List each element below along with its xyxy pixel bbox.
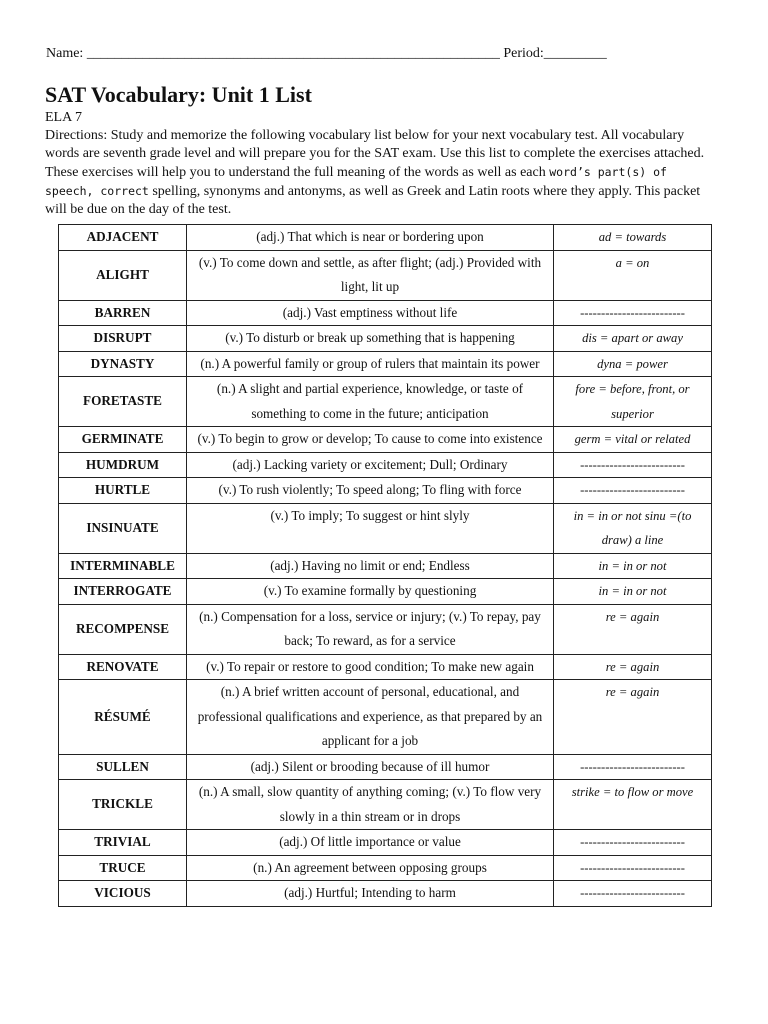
table-row: [59, 855, 712, 881]
table-row: [59, 604, 712, 654]
table-row: [59, 680, 712, 755]
vocab-word: ALIGHT: [59, 250, 187, 300]
vocab-definition: (n.) An agreement between opposing groups: [187, 855, 554, 881]
vocab-definition: (v.) To begin to grow or develop; To cause to come into existence: [187, 427, 554, 453]
table-row: [59, 579, 712, 605]
vocab-definition: (adj.) That which is near or bordering upon: [187, 225, 554, 251]
table-row: [59, 754, 712, 780]
table-row: [59, 654, 712, 680]
vocab-definition: (v.) To imply; To suggest or hint slyly: [187, 503, 554, 553]
vocabulary-table-body: [59, 225, 712, 907]
grade-label: ELA 7: [45, 110, 82, 125]
vocab-word: SULLEN: [59, 754, 187, 780]
vocab-root: re = again: [554, 654, 712, 680]
vocabulary-table: [58, 224, 712, 907]
directions-mono-segment: word’s part(s) of speech, correct: [45, 165, 667, 198]
vocab-word: RÉSUMÉ: [59, 680, 187, 755]
vocab-word: HUMDRUM: [59, 452, 187, 478]
vocab-definition: (adj.) Of little importance or value: [187, 830, 554, 856]
vocab-root: re = again: [554, 604, 712, 654]
vocab-root: -------------------------: [554, 881, 712, 907]
vocab-word: FORETASTE: [59, 377, 187, 427]
vocab-root: -------------------------: [554, 300, 712, 326]
vocab-root: in = in or not: [554, 553, 712, 579]
vocab-root: strike = to flow or move: [554, 780, 712, 830]
vocab-word: INTERROGATE: [59, 579, 187, 605]
vocab-root: ad = towards: [554, 225, 712, 251]
table-row: [59, 250, 712, 300]
vocab-word: DYNASTY: [59, 351, 187, 377]
vocab-word: TRICKLE: [59, 780, 187, 830]
table-row: [59, 452, 712, 478]
vocab-definition: (adj.) Hurtful; Intending to harm: [187, 881, 554, 907]
vocab-word: TRUCE: [59, 855, 187, 881]
vocab-word: TRIVIAL: [59, 830, 187, 856]
table-row: [59, 427, 712, 453]
table-row: [59, 326, 712, 352]
vocab-root: dyna = power: [554, 351, 712, 377]
vocab-definition: (n.) Compensation for a loss, service or injury; (v.) To repay, pay back; To reward, as for a service: [187, 604, 554, 654]
vocab-word: GERMINATE: [59, 427, 187, 453]
vocab-root: -------------------------: [554, 452, 712, 478]
name-period-line: Name: ___________________________________________________________ Period:_________: [46, 46, 607, 61]
vocab-word: RECOMPENSE: [59, 604, 187, 654]
vocab-root: a = on: [554, 250, 712, 300]
vocab-root: re = again: [554, 680, 712, 755]
table-row: [59, 780, 712, 830]
table-row: [59, 478, 712, 504]
vocab-definition: (v.) To rush violently; To speed along; To fling with force: [187, 478, 554, 504]
vocab-root: -------------------------: [554, 830, 712, 856]
directions-part-2: spelling, synonyms and antonyms, as well as Greek and Latin roots where they apply. This packet will be due on the day of the test.: [45, 184, 701, 217]
table-row: [59, 881, 712, 907]
table-row: [59, 830, 712, 856]
vocab-word: BARREN: [59, 300, 187, 326]
vocab-definition: (n.) A powerful family or group of rulers that maintain its power: [187, 351, 554, 377]
vocab-definition: (adj.) Vast emptiness without life: [187, 300, 554, 326]
vocab-word: HURTLE: [59, 478, 187, 504]
vocab-root: dis = apart or away: [554, 326, 712, 352]
vocab-definition: (v.) To examine formally by questioning: [187, 579, 554, 605]
vocab-definition: (n.) A brief written account of personal, educational, and professional qualifications and experience, as that prepared by an applicant for a job: [187, 680, 554, 755]
vocab-root: -------------------------: [554, 754, 712, 780]
page-title: SAT Vocabulary: Unit 1 List: [45, 82, 312, 107]
vocab-word: VICIOUS: [59, 881, 187, 907]
directions-part-1: Directions: Study and memorize the following vocabulary list below for your next vocabulary test. All vocabulary words are seventh grade level and will prepare you for the SAT exam. Use this list to complete the exercises attached. These exercises will help you to understand the full meaning of the words as well as each: [45, 128, 705, 180]
vocab-word: ADJACENT: [59, 225, 187, 251]
table-row: [59, 225, 712, 251]
table-row: [59, 553, 712, 579]
table-row: [59, 377, 712, 427]
table-row: [59, 351, 712, 377]
vocab-definition: (v.) To come down and settle, as after flight; (adj.) Provided with light, lit up: [187, 250, 554, 300]
vocab-definition: (adj.) Having no limit or end; Endless: [187, 553, 554, 579]
vocab-word: INSINUATE: [59, 503, 187, 553]
directions-text: [45, 127, 717, 219]
vocab-root: germ = vital or related: [554, 427, 712, 453]
vocab-definition: (v.) To disturb or break up something that is happening: [187, 326, 554, 352]
vocab-definition: (n.) A slight and partial experience, knowledge, or taste of something to come in the future; anticipation: [187, 377, 554, 427]
vocab-word: INTERMINABLE: [59, 553, 187, 579]
vocab-word: DISRUPT: [59, 326, 187, 352]
vocab-definition: (adj.) Lacking variety or excitement; Dull; Ordinary: [187, 452, 554, 478]
vocab-definition: (adj.) Silent or brooding because of ill humor: [187, 754, 554, 780]
vocab-root: in = in or not sinu =(to draw) a line: [554, 503, 712, 553]
vocab-definition: (v.) To repair or restore to good condition; To make new again: [187, 654, 554, 680]
vocab-root: in = in or not: [554, 579, 712, 605]
vocab-root: -------------------------: [554, 478, 712, 504]
vocab-root: -------------------------: [554, 855, 712, 881]
vocab-word: RENOVATE: [59, 654, 187, 680]
vocab-definition: (n.) A small, slow quantity of anything coming; (v.) To flow very slowly in a thin stream or in drops: [187, 780, 554, 830]
table-row: [59, 300, 712, 326]
vocab-root: fore = before, front, or superior: [554, 377, 712, 427]
table-row: [59, 503, 712, 553]
